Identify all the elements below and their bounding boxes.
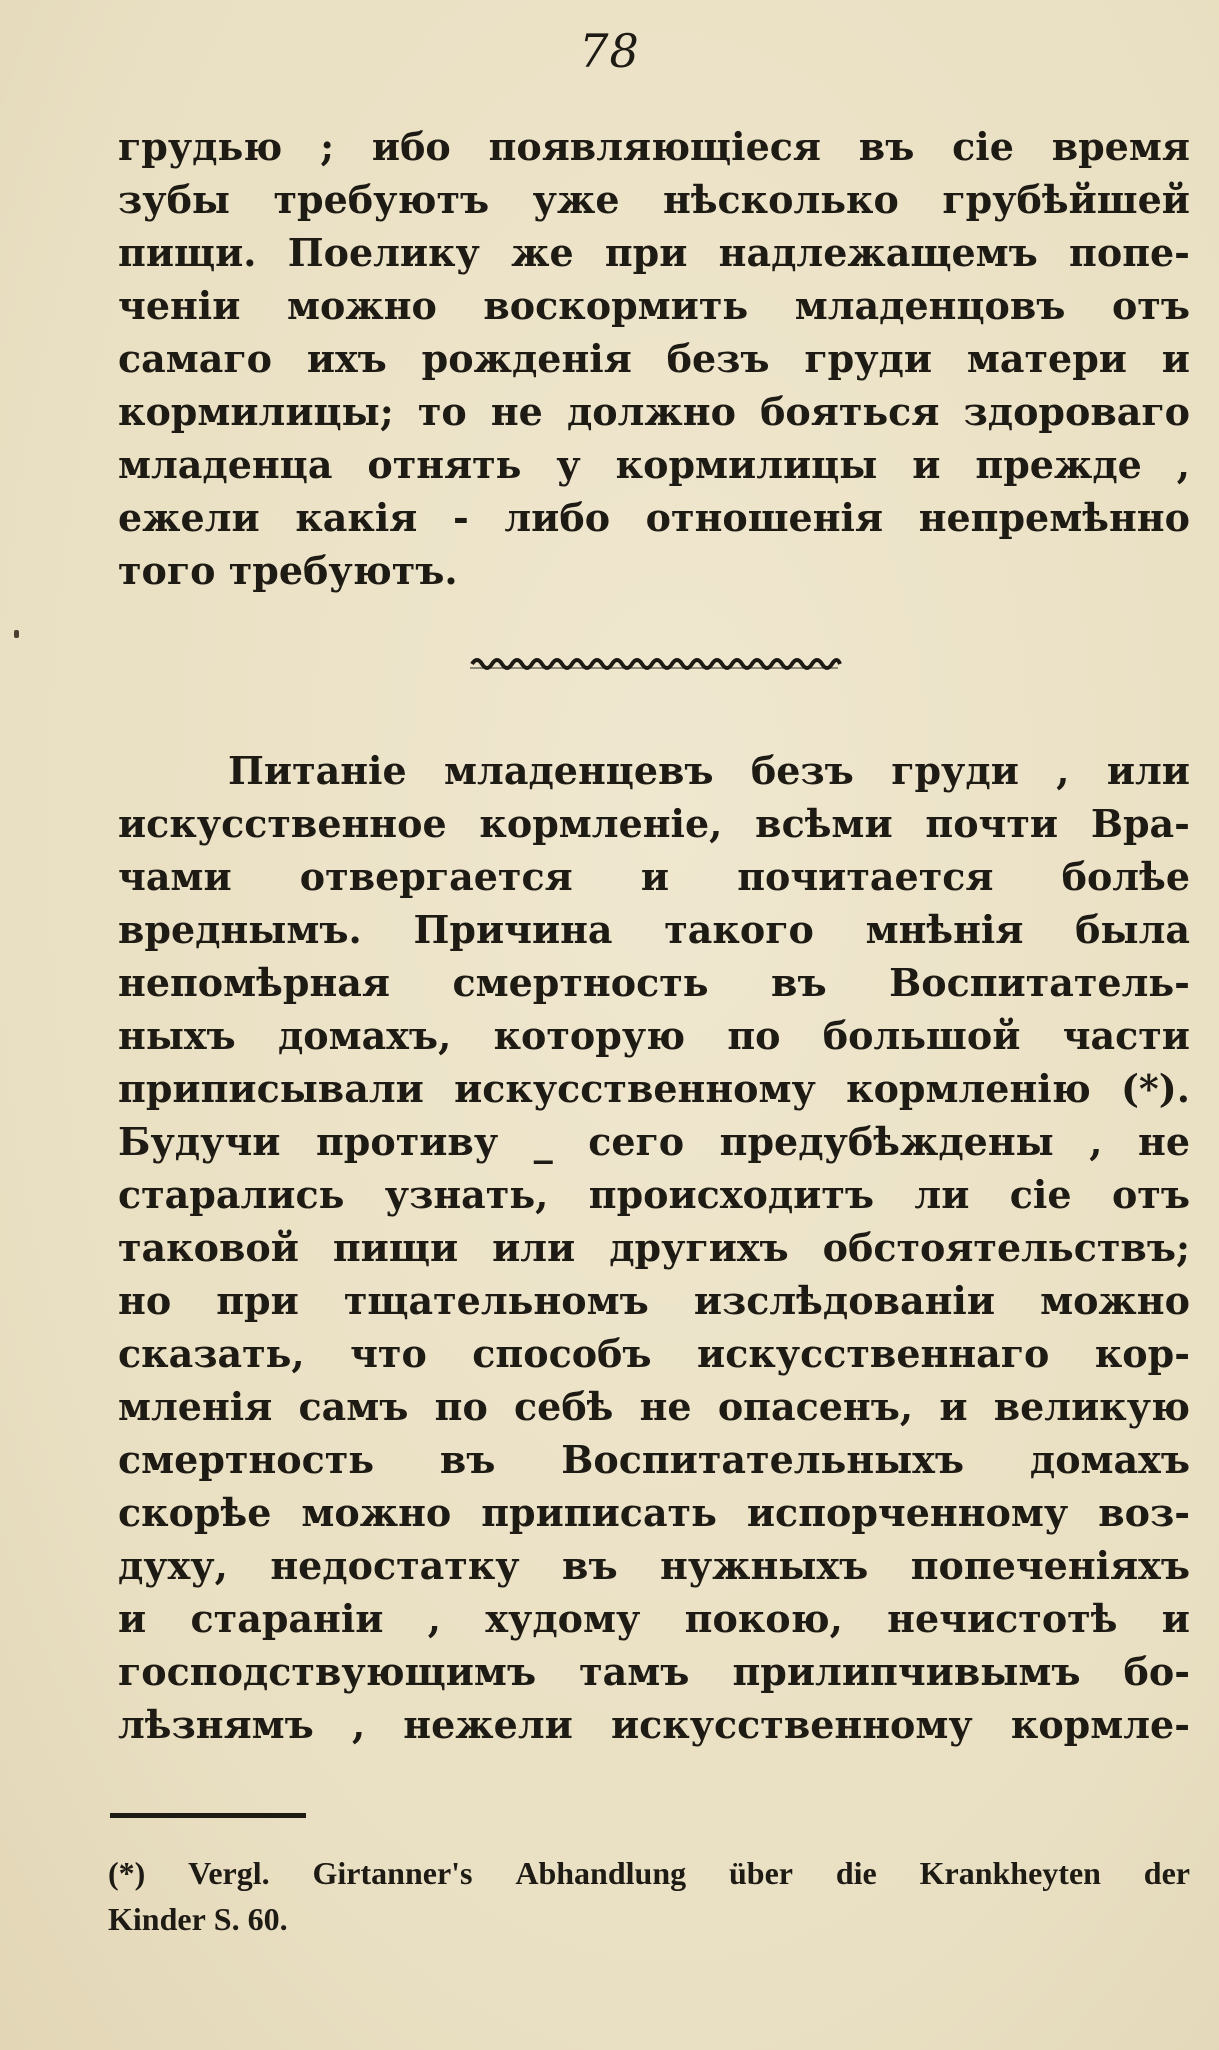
text-line — [118, 956, 1190, 1009]
text-line — [118, 1592, 1190, 1645]
word: узнать, — [384, 1172, 549, 1217]
word: приписать — [481, 1490, 717, 1535]
word: вреднымъ. — [118, 907, 362, 952]
paragraph-2 — [118, 744, 1190, 1751]
word: приписывали — [118, 1066, 424, 1111]
word: искусственное — [118, 801, 447, 846]
word: великую — [993, 1384, 1190, 1429]
word: скорѣе — [118, 1490, 272, 1535]
word: недостатку — [270, 1543, 520, 1588]
word: искусственному — [610, 1702, 973, 1747]
word: время — [1051, 124, 1190, 169]
word: стараніи — [190, 1596, 384, 1641]
word: пищи. — [118, 230, 257, 275]
word: - — [452, 495, 469, 540]
word: обстоятельствъ; — [822, 1225, 1190, 1270]
word: отношенія — [645, 495, 884, 540]
word: по — [727, 1013, 781, 1058]
word: сіе — [1009, 1172, 1072, 1217]
word: смертность — [118, 1437, 375, 1482]
word: ; — [320, 124, 335, 169]
word: большой — [822, 1013, 1021, 1058]
word: худому — [485, 1596, 641, 1641]
word: себѣ — [514, 1384, 614, 1429]
word: _ — [533, 1119, 553, 1164]
word: кормле- — [1010, 1702, 1190, 1747]
word: непремѣнно — [918, 495, 1190, 540]
footnote — [108, 1850, 1190, 1942]
text-line — [118, 1433, 1190, 1486]
word: бо- — [1123, 1649, 1190, 1694]
word: нежели — [403, 1702, 573, 1747]
word: отвергается — [299, 854, 573, 899]
word: въ — [771, 960, 827, 1005]
text-line — [118, 173, 1190, 226]
word: (*) — [108, 1855, 146, 1891]
word: кормленію — [846, 1066, 1091, 1111]
word: Girtanner's — [312, 1855, 473, 1891]
word: духу, — [118, 1543, 228, 1588]
word: при — [604, 230, 688, 275]
word: Kinder — [108, 1901, 214, 1937]
word: то — [417, 389, 467, 434]
word: по — [434, 1384, 488, 1429]
word: Abhandlung — [515, 1855, 687, 1891]
word: и — [640, 854, 670, 899]
word: способъ — [472, 1331, 652, 1376]
text-line — [118, 744, 1190, 797]
word: или — [492, 1225, 576, 1270]
word: почти — [925, 801, 1059, 846]
word: безъ — [750, 748, 854, 793]
word: и — [1161, 1596, 1190, 1641]
word: такого — [664, 907, 814, 952]
word: , — [1176, 442, 1190, 487]
word: самъ — [298, 1384, 409, 1429]
word: другихъ — [609, 1225, 789, 1270]
word: воскормить — [483, 283, 749, 328]
page-number: 78 — [579, 24, 640, 78]
text-line — [118, 385, 1190, 438]
word: при — [216, 1278, 299, 1323]
word: попе- — [1069, 230, 1190, 275]
word: безъ — [666, 336, 770, 381]
word: прежде — [975, 442, 1142, 487]
word: предубѣждены — [719, 1119, 1054, 1164]
word: ибо — [371, 124, 451, 169]
text-line — [118, 1539, 1190, 1592]
word: у — [556, 442, 581, 487]
word: кор- — [1094, 1331, 1190, 1376]
word: , — [1089, 1119, 1103, 1164]
word: прилипчивымъ — [732, 1649, 1081, 1694]
text-line — [118, 1221, 1190, 1274]
word: Воспитатель- — [889, 960, 1190, 1005]
word: или — [1106, 748, 1190, 793]
word: рожденія — [421, 336, 632, 381]
word: противу — [315, 1119, 499, 1164]
word: младенцевъ — [444, 748, 714, 793]
word: нѣсколько — [663, 177, 899, 222]
word: Vergl. — [188, 1855, 270, 1891]
word: Будучи — [118, 1119, 281, 1164]
word: лѣзнямъ — [118, 1702, 314, 1747]
text-line — [118, 1645, 1190, 1698]
word: что — [350, 1331, 427, 1376]
word: либо — [504, 495, 611, 540]
text-line — [118, 226, 1190, 279]
word: сіе — [952, 124, 1014, 169]
word: , — [427, 1596, 442, 1641]
word: тамъ — [579, 1649, 690, 1694]
word: ныхъ — [118, 1013, 236, 1058]
word: Поелику — [287, 230, 480, 275]
word: отнять — [367, 442, 522, 487]
word: попеченіяхъ — [910, 1543, 1190, 1588]
word: и — [912, 442, 941, 487]
word: покою, — [684, 1596, 843, 1641]
word: въ — [439, 1437, 496, 1482]
word: изслѣдованіи — [693, 1278, 996, 1323]
word: нужныхъ — [660, 1543, 869, 1588]
text-line — [118, 1327, 1190, 1380]
word: смертность — [452, 960, 709, 1005]
text-line — [118, 1380, 1190, 1433]
word: здороваго — [963, 389, 1190, 434]
text-line — [118, 1486, 1190, 1539]
word: чами — [118, 854, 232, 899]
word: die — [835, 1855, 877, 1891]
word: домахъ — [1029, 1437, 1190, 1482]
word: можно — [286, 283, 437, 328]
word: же — [511, 230, 574, 275]
word: была — [1075, 907, 1190, 952]
word: грудью — [118, 124, 283, 169]
word: требуютъ. — [228, 548, 458, 593]
word: груди — [804, 336, 933, 381]
word: можно — [1040, 1278, 1190, 1323]
word: воз- — [1098, 1490, 1190, 1535]
word: нечистотѣ — [887, 1596, 1118, 1641]
word: (*). — [1120, 1066, 1190, 1111]
word: въ — [562, 1543, 618, 1588]
word: которую — [493, 1013, 686, 1058]
text-line — [118, 438, 1190, 491]
word: опасенъ, — [717, 1384, 914, 1429]
word: ежели — [118, 495, 260, 540]
word: зубы — [118, 177, 231, 222]
word: отъ — [1111, 283, 1190, 328]
word: ихъ — [306, 336, 387, 381]
word: не — [490, 389, 543, 434]
word: старались — [118, 1172, 345, 1217]
word: бояться — [760, 389, 940, 434]
word: Krankheyten — [919, 1855, 1101, 1891]
text-line — [118, 279, 1190, 332]
word: искусственнаго — [697, 1331, 1050, 1376]
text-line — [118, 1062, 1190, 1115]
text-line — [118, 544, 1190, 597]
word: грубѣйшей — [942, 177, 1190, 222]
word: должно — [566, 389, 736, 434]
word: испорченному — [746, 1490, 1069, 1535]
word: и — [939, 1384, 968, 1429]
word: не — [1138, 1119, 1190, 1164]
word: ли — [914, 1172, 970, 1217]
word: мленія — [118, 1384, 273, 1429]
word: можно — [301, 1490, 452, 1535]
text-line — [118, 1009, 1190, 1062]
word: не — [639, 1384, 692, 1429]
word: того — [118, 548, 229, 593]
word: младенца — [118, 442, 333, 487]
text-line — [118, 903, 1190, 956]
word: кормилицы — [615, 442, 878, 487]
word: требуютъ — [273, 177, 490, 222]
word: въ — [858, 124, 915, 169]
word: сего — [588, 1119, 685, 1164]
word: тщательномъ — [343, 1278, 649, 1323]
word: Воспитательныхъ — [561, 1437, 965, 1482]
word: Вра- — [1090, 801, 1190, 846]
word: кормленіе, — [479, 801, 723, 846]
footnote-rule — [110, 1813, 306, 1818]
word: отъ — [1111, 1172, 1190, 1217]
word: , — [1056, 748, 1070, 793]
word: части — [1062, 1013, 1190, 1058]
word: младенцовъ — [794, 283, 1066, 328]
footnote-line — [108, 1896, 1190, 1942]
word: непомѣрная — [118, 960, 390, 1005]
text-line — [118, 491, 1190, 544]
text-line — [118, 1115, 1190, 1168]
word: Питаніе — [228, 748, 407, 793]
word: 60. — [247, 1901, 288, 1937]
word: ченіи — [118, 283, 241, 328]
word: пищи — [332, 1225, 459, 1270]
word: и — [118, 1596, 147, 1641]
word: S. — [213, 1901, 248, 1937]
word: таковой — [118, 1225, 299, 1270]
word: Причина — [413, 907, 613, 952]
text-line — [118, 332, 1190, 385]
word: надлежащемъ — [718, 230, 1038, 275]
word: всѣми — [755, 801, 893, 846]
word: происходитъ — [588, 1172, 875, 1217]
word: какія — [295, 495, 418, 540]
paper-speck — [14, 630, 19, 638]
word: груди — [891, 748, 1019, 793]
word: матери — [966, 336, 1127, 381]
word: über — [728, 1855, 793, 1891]
text-line — [118, 1274, 1190, 1327]
separator-ornament-icon — [468, 652, 844, 682]
text-line — [118, 797, 1190, 850]
word: и — [1161, 336, 1190, 381]
word: почитается — [737, 854, 994, 899]
word: , — [351, 1702, 366, 1747]
word: кормилицы; — [118, 389, 394, 434]
word: появляющіеся — [488, 124, 821, 169]
word: искусственному — [454, 1066, 816, 1111]
word: уже — [532, 177, 620, 222]
text-line — [118, 1168, 1190, 1221]
word: самаго — [118, 336, 273, 381]
text-line — [118, 850, 1190, 903]
word: болѣе — [1061, 854, 1190, 899]
word: der — [1143, 1855, 1190, 1891]
text-line — [118, 1698, 1190, 1751]
word: сказать, — [118, 1331, 305, 1376]
word: но — [118, 1278, 172, 1323]
paragraph-1 — [118, 120, 1190, 597]
footnote-line — [108, 1850, 1190, 1896]
word: господствующимъ — [118, 1649, 537, 1694]
word: мнѣнія — [865, 907, 1024, 952]
word: домахъ, — [277, 1013, 452, 1058]
text-line — [118, 120, 1190, 173]
